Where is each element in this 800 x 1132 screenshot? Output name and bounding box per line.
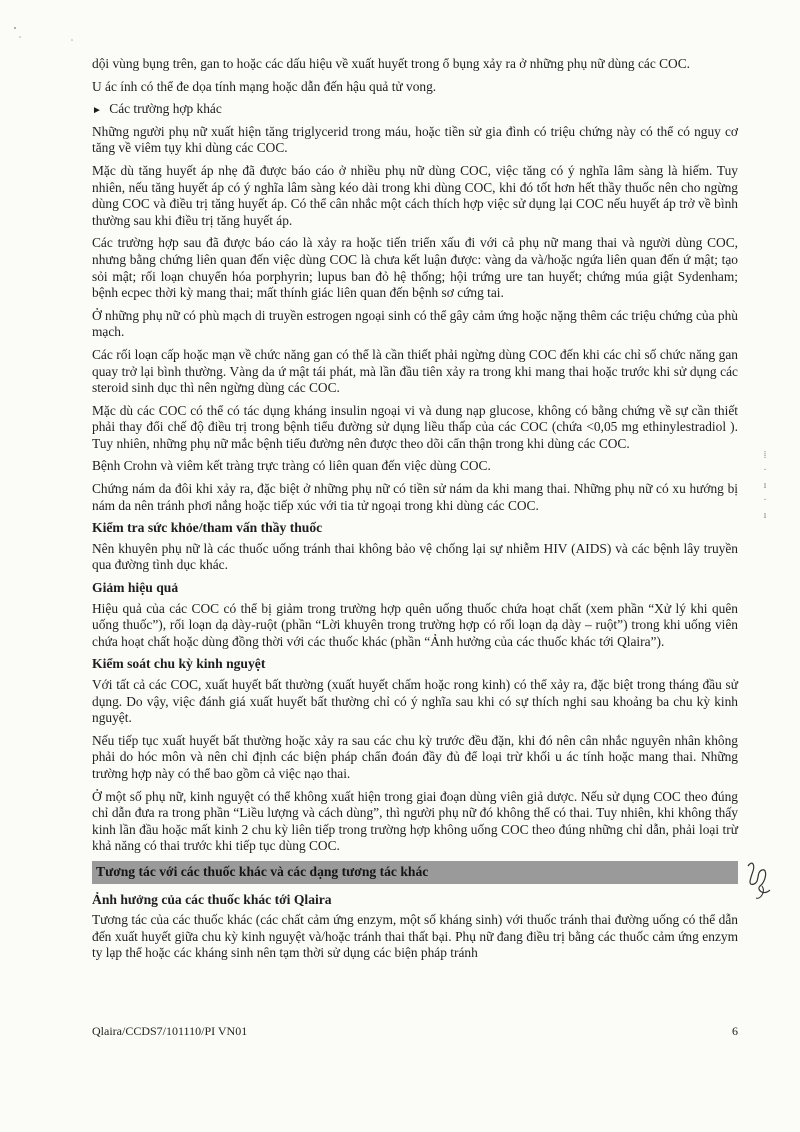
subheading-label: Các trường hợp khác xyxy=(109,101,222,117)
paragraph: Mặc dù tăng huyết áp nhẹ đã được báo cáo ở nhiều phụ nữ dùng COC, việc tăng có ý nghĩa lâm sàng là hiếm. Tuy nhiên, nếu tăng huyết áp có ý nghĩa lâm sàng kéo dài trong khi dùng COC, khi đó tốt hơn hết thầy thuốc nên cho ngừng dùng COC và điều trị tăng huyết áp. Có thể cân nhắc một cách thích hợp việc sử dụng lại COC nếu huyết áp trở về bình thường sau khi điều trị tăng huyết áp. xyxy=(92,162,738,228)
paragraph: Ở những phụ nữ có phù mạch di truyền estrogen ngoại sinh có thể gây cảm ứng hoặc nặng thêm các triệu chứng của phù mạch. xyxy=(92,307,738,340)
paragraph: Ở một số phụ nữ, kinh nguyệt có thể không xuất hiện trong giai đoạn dùng viên giả dược. Nếu sử dụng COC theo đúng chỉ dẫn đưa ra trong phần “Liều lượng và cách dùng”, thì người phụ nữ đó không thể có thai. Tuy nhiên, khi không thấy kinh lần đầu hoặc mất kinh 2 chu kỳ liên tiếp trong trường hợp không uống COC theo đúng những chỉ dẫn, phải loại trừ khả năng có thai trước khi tiếp tục dùng COC. xyxy=(92,788,738,854)
paragraph: Nếu tiếp tục xuất huyết bất thường hoặc xảy ra sau các chu kỳ trước đều đặn, khi đó nên cân nhắc nguyên nhân không phải do hóc môn và nên chỉ định các biện pháp chẩn đoán đầy đủ để loại trừ khối u ác tính hoặc mang thai. Những trường hợp này có thể bao gồm cả việc nạo thai. xyxy=(92,732,738,781)
page-number: 6 xyxy=(732,1024,738,1038)
triangle-bullet-icon: ► xyxy=(92,105,102,117)
document-code: Qlaira/CCDS7/101110/PI VN01 xyxy=(92,1024,248,1038)
paragraph: Tương tác của các thuốc khác (các chất cảm ứng enzym, một số kháng sinh) với thuốc tránh thai đường uống có thể dẫn đến xuất huyết giữa chu kỳ kinh nguyệt và/hoặc tránh thai thất bại. Phụ nữ đang điều trị bằng các thuốc cảm ứng enzym ty lạp thể hoặc các kháng sinh nên tạm thời sử dụng các biện pháp tránh xyxy=(92,912,738,961)
paragraph: Hiệu quả của các COC có thể bị giảm trong trường hợp quên uống thuốc chứa hoạt chất (xem phần “Xử lý khi quên uống thuốc”), rối loạn dạ dày-ruột (phần “Lời khuyên trong trường hợp có rối loạn dạ dày – ruột”) trong khi uống viên chứa hoạt chất hoặc dùng đồng thời với các thuốc khác (phần “Ảnh hưởng của các thuốc khác tới Qlaira”). xyxy=(92,600,738,649)
paragraph: Nên khuyên phụ nữ là các thuốc uống tránh thai không bảo vệ chống lại sự nhiễm HIV (AIDS) và các bệnh lây truyền qua đường tình dục khác. xyxy=(92,540,738,573)
margin-marks: ⁞ · ı · ı xyxy=(763,450,767,521)
paragraph: Bệnh Crohn và viêm kết tràng trực tràng có liên quan đến việc dùng COC. xyxy=(92,458,491,474)
document-body xyxy=(92,56,738,968)
paragraph: Với tất cả các COC, xuất huyết bất thường (xuất huyết chấm hoặc rong kinh) có thể xảy ra, đặc biệt trong tháng đầu sử dụng. Do vậy, việc đánh giá xuất huyết bất thường chỉ có ý nghĩa sau khi có sự thích nghi sau khoảng ba chu kỳ kinh nguyệt. xyxy=(92,677,738,726)
paragraph: U ác ính có thể đe dọa tính mạng hoặc dẫn đến hậu quả tử vong. xyxy=(92,78,437,94)
scan-specks xyxy=(0,0,120,50)
paragraph: dội vùng bụng trên, gan to hoặc các dấu hiệu về xuất huyết trong ổ bụng xảy ra ở những phụ nữ dùng các COC. xyxy=(92,56,691,71)
subheading-other-cases xyxy=(92,101,738,120)
heading-health-check: Kiểm tra sức khỏe/tham vấn thầy thuốc xyxy=(92,520,323,536)
heading-cycle-control: Kiểm soát chu kỳ kinh nguyệt xyxy=(92,656,266,672)
paragraph: Chứng nám da đôi khi xảy ra, đặc biệt ở những phụ nữ có tiền sử nám da khi mang thai. Những phụ nữ có xu hướng bị nám da nên tránh phơi nắng hoặc tiếp xúc với tia tử ngoại trong khi dùng các COC. xyxy=(92,481,738,513)
section-bar-interactions: Tương tác với các thuốc khác và các dạng tương tác khác xyxy=(92,861,738,884)
paragraph: Những người phụ nữ xuất hiện tăng triglycerid trong máu, hoặc tiền sử gia đình có triệu chứng này có thể có nguy cơ tăng về viêm tụy khi dùng các COC. xyxy=(92,123,738,156)
handwritten-initials xyxy=(742,856,782,906)
paragraph: Các rối loạn cấp hoặc mạn về chức năng gan có thể là cần thiết phải ngừng dùng COC đến khi các chỉ số chức năng gan quay trở lại bình thường. Vàng da ứ mật tái phát, mà lần đầu tiên xảy ra trong khi mang thai hoặc trước khi sử dụng các steroid sinh dục thì nên ngừng dùng các COC. xyxy=(92,346,738,396)
paragraph: Các trường hợp sau đã được báo cáo là xảy ra hoặc tiến triển xấu đi với cả phụ nữ mang thai và người dùng COC, nhưng bằng chứng liên quan đến việc dùng COC là chưa kết luận được: vàng da và/hoặc ngứa liên quan đến ứ mật; tạo sỏi mật; rối loạn chuyển hóa porphyrin; lupus ban đỏ hệ thống; hội trứng ure tan huyết; chứng múa giật Sydenham; bệnh ecpec thời kỳ mang thai; mất thính giác liên quan đến bệnh sơ cứng tai. xyxy=(92,235,738,301)
heading-reduced-efficacy: Giảm hiệu quả xyxy=(92,580,179,596)
page-footer xyxy=(92,1024,738,1039)
paragraph: Mặc dù các COC có thể có tác dụng kháng insulin ngoại vi và dung nạp glucose, không có bằng chứng về sự cần thiết phải thay đổi chế độ điều trị trong bệnh tiểu đường sử dụng liều thấp của các COC (chứa <0,05 mg ethinylestradiol ). Tuy nhiên, những phụ nữ mắc bệnh tiểu đường nên được theo dõi cẩn thận trong khi dùng các COC. xyxy=(92,402,738,451)
heading-other-drug-effects: Ảnh hưởng của các thuốc khác tới Qlaira xyxy=(92,891,332,907)
